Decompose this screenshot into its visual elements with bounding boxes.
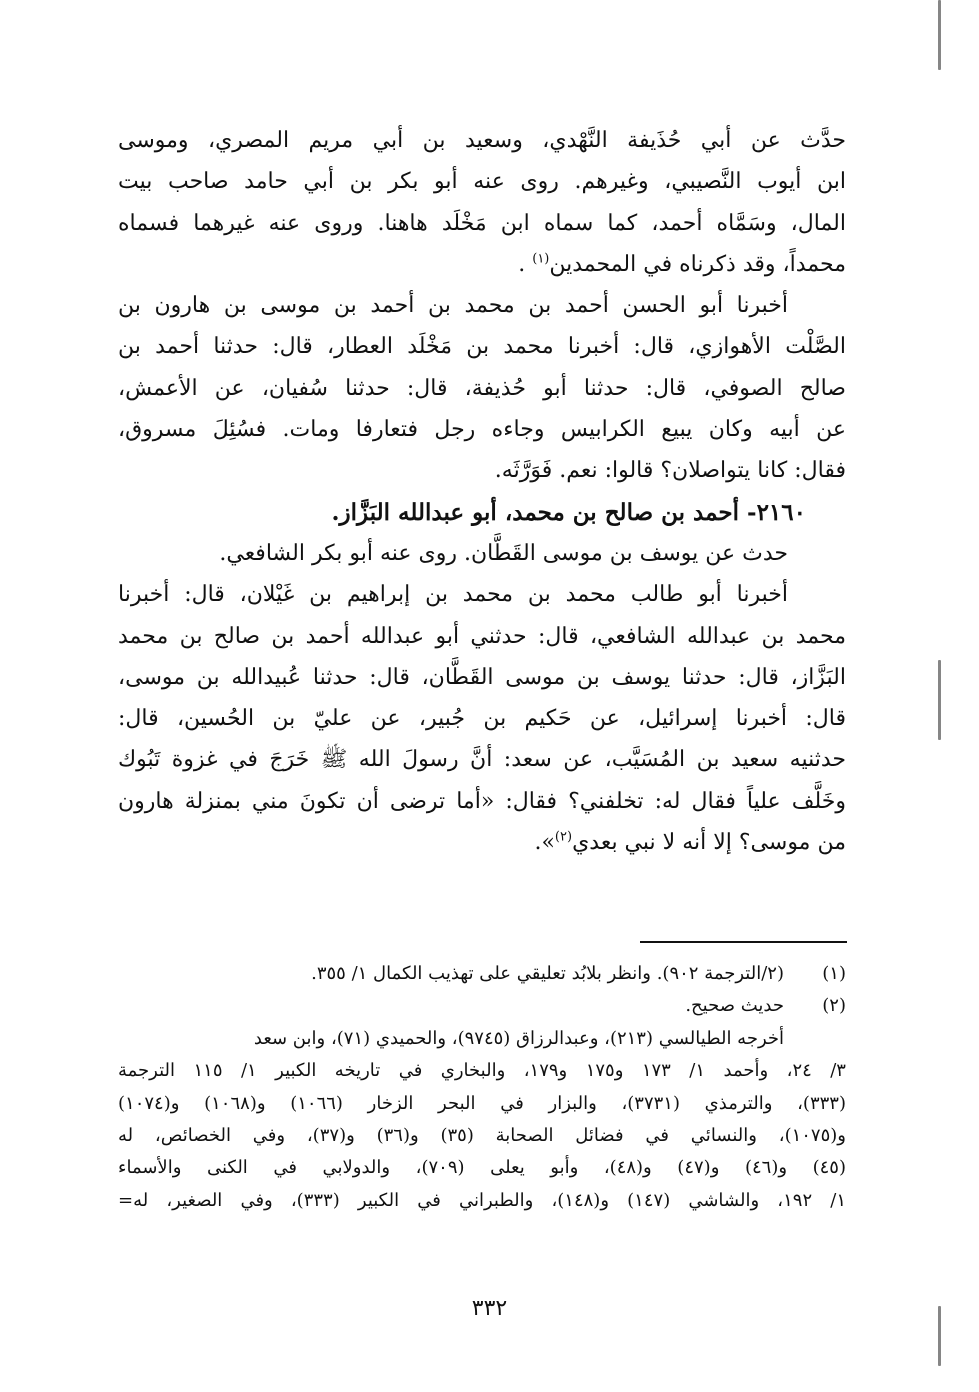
text-line: قال: أخبرنا إسرائيل، عن حَكيم بن جُبير، عن عليّ بن الحُسين، قال:	[118, 706, 846, 732]
footnote-ref: (٢)	[554, 829, 573, 845]
text-line: ابن أيوب النَّصيبي، وغيرهم. روى عنه أبو بكر بن أبي حامد صاحب بيت	[118, 169, 846, 195]
footnote-text: حديث صحيح.	[685, 995, 784, 1017]
sentence-end: .	[518, 251, 526, 277]
footnote-line: (٣٣٣)، والترمذي (٣٧٣١)، والبزار في البحر الزخار (١٠٦٦) و(١٠٦٨) و(١٠٧٤)	[118, 1092, 846, 1114]
text-line: حدثنيه سعيد بن المُسَيَّب، عن سعد: أنَّ رسولَ الله ﷺ خَرَجَ في غزوة تَبُوك	[118, 747, 846, 773]
text-line: وخَلَّف علياً فقال له: تخلفني؟ فقال: «أما ترضى أن تكونَ مني بمنزلة هارون	[118, 788, 846, 814]
text-line: أخبرنا أبو طالب محمد بن محمد بن إبراهيم بن غَيْلان، قال: أخبرنا	[118, 582, 788, 608]
text-line: حدث عن يوسف بن موسى القَطَّان. روى عنه أبو بكر الشافعي.	[219, 540, 788, 566]
footnote-line: ١/ ١٩٢، والشاشي (١٤٧) و(١٤٨)، والطبراني في الكبير (٣٣٣)، وفي الصغير، له=	[118, 1189, 846, 1211]
text-line	[118, 244, 846, 285]
scan-mark	[938, 0, 941, 70]
footnote-1	[118, 958, 846, 990]
text-line: حدَّث عن أبي حُذَيفة النَّهْدي، وسعيد بن أبي مريم المصري، وموسى	[118, 128, 846, 153]
text-line: الصَّلْت الأهوازي، قال: أخبرنا محمد بن مَخْلَد العطار، قال: حدثنا أحمد بن	[118, 334, 846, 360]
text-line: محمد بن عبدالله الشافعي، قال: حدثني أبو عبدالله أحمد بن صالح بن محمد	[118, 623, 846, 649]
entry-number: ٢١٦٠-	[747, 498, 806, 526]
footnote-line: أخرجه الطيالسي (٢١٣)، وعبدالرزاق (٩٧٤٥)، والحميدي (٧١)، وابن سعد	[253, 1027, 784, 1049]
footnote-text: (٢/الترجمة ٩٠٢). وانظر بلابُد تعليقي على تهذيب الكمال ١/ ٣٥٥.	[311, 963, 784, 984]
footnote-line: (٤٥) و(٤٦) و(٤٧) و(٤٨)، وأبو يعلى (٧٠٩)، والدولابي في الكنى والأسماء	[118, 1157, 846, 1179]
text-line: عن أبيه وكان يبيع الكرابيس وجاءه رجل فتعارفا ومات. فسُئِلَ مسروق،	[118, 417, 846, 443]
quote-end: ».	[534, 830, 555, 856]
footnote-line: ٣/ ٢٤، وأحمد ١/ ١٧٣ و١٧٥ و١٧٩، والبخاري في تاريخه الكبير ١/ ١١٥ الترجمة	[118, 1060, 846, 1082]
text-line: صالح الصوفي، قال: حدثنا أبو حُذيفة، قال: حدثنا سُفيان، عن الأعمش،	[118, 375, 846, 401]
footnote-ref: (١)	[532, 251, 550, 267]
text-line-content: محمداً، وقد ذكرناه في المحمدين	[549, 251, 846, 277]
text-line: أخبرنا أبو الحسن أحمد بن محمد بن أحمد بن موسى بن هارون بن	[118, 293, 788, 319]
text-line: البَزَّاز، قال: حدثنا يوسف بن موسى القَطَّان، قال: حدثنا عُبيدالله بن موسى،	[118, 664, 846, 690]
text-line: المال، وسَمَّاه أحمد، كما سماه ابن مَخْلَد هاهنا. وروى عنه غيرهما فسماه	[118, 210, 846, 236]
main-text	[118, 120, 846, 863]
text-line-content: من موسى؟ إلا أنه لا نبي بعدي	[572, 830, 846, 856]
footnote-number: (١)	[822, 963, 846, 984]
page-number: ٣٣٢	[471, 1296, 508, 1321]
scan-mark	[938, 660, 941, 740]
text-line: فقال: كانا يتواصلان؟ قالوا: نعم. فَوَرَّثَه.	[494, 458, 846, 484]
footnote-number: (٢)	[822, 995, 846, 1017]
footnote-divider	[640, 941, 847, 943]
footnotes	[118, 958, 846, 1217]
footnote-line: و(١٠٧٥)، والنسائي في فضائل الصحابة (٣٥) و(٣٦) و(٣٧)، وفي الخصائص، له	[118, 1124, 846, 1146]
entry-heading	[118, 492, 846, 533]
entry-title: أحمد بن صالح بن محمد، أبو عبدالله البَزَّاز.	[331, 498, 740, 526]
footnote-2	[118, 990, 846, 1022]
text-line	[118, 822, 846, 863]
